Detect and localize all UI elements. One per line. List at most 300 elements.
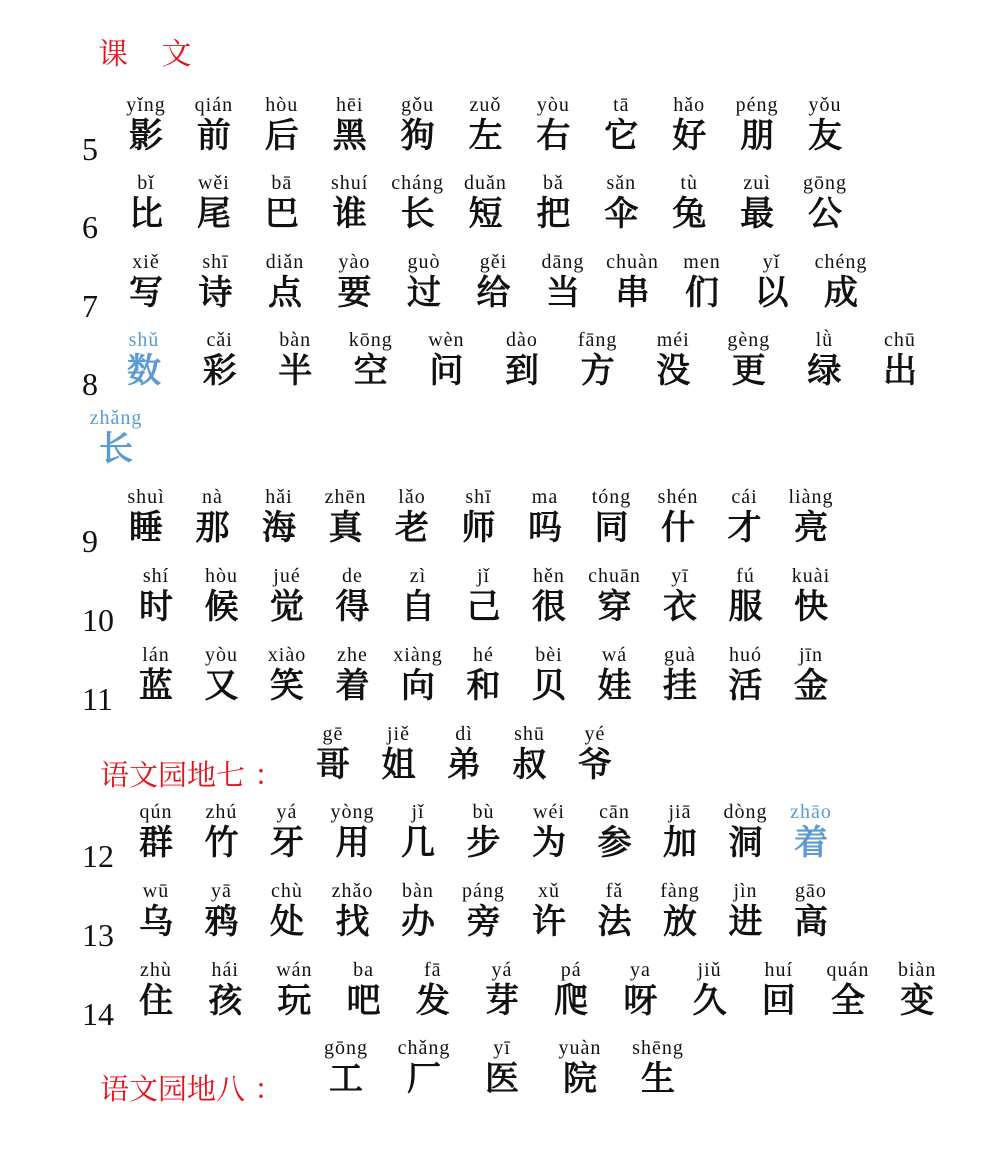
hanzi: 爬 xyxy=(554,981,589,1021)
vocab-row xyxy=(0,802,986,882)
pinyin: sǎn xyxy=(606,172,637,194)
pinyin: hòu xyxy=(205,565,238,587)
pinyin: fàng xyxy=(660,880,700,902)
pinyin: bàn xyxy=(279,329,312,351)
lesson-number: 6 xyxy=(82,209,98,245)
pinyin: qián xyxy=(194,94,234,116)
character-cell xyxy=(318,1038,374,1116)
pinyin: zuǒ xyxy=(469,94,502,116)
pinyin: páng xyxy=(462,880,505,902)
character-cell xyxy=(744,252,800,330)
hanzi: 厂 xyxy=(407,1059,441,1099)
hanzi: 弟 xyxy=(447,745,481,785)
lesson-number: 5 xyxy=(82,131,98,167)
character-cell xyxy=(796,330,852,408)
pinyin: lán xyxy=(142,644,170,666)
pinyin: xiào xyxy=(267,644,307,666)
vocab-row xyxy=(0,724,986,804)
pinyin: shí xyxy=(142,565,170,587)
pinyin: gèng xyxy=(727,329,771,351)
hanzi: 鸦 xyxy=(204,902,239,942)
hanzi: 出 xyxy=(883,351,917,391)
hanzi: 法 xyxy=(597,902,632,942)
character-cell xyxy=(797,173,853,251)
pinyin: chū xyxy=(884,329,916,351)
hanzi: 几 xyxy=(401,823,435,863)
pinyin: zhù xyxy=(140,959,172,981)
character-cell xyxy=(567,724,623,802)
character-cell xyxy=(543,960,599,1038)
pinyin: de xyxy=(342,565,363,587)
pinyin: lǜ xyxy=(815,329,834,351)
character-cell xyxy=(813,252,869,330)
hanzi: 芽 xyxy=(485,981,519,1021)
hanzi: 牙 xyxy=(270,823,304,863)
hanzi: 朋 xyxy=(740,116,775,156)
pinyin: xiàng xyxy=(393,644,443,666)
character-cell xyxy=(721,330,777,408)
hanzi: 彩 xyxy=(202,351,237,391)
pinyin: cǎi xyxy=(206,329,233,351)
pinyin: yuàn xyxy=(558,1037,602,1059)
pinyin: cái xyxy=(731,486,758,508)
character-cell xyxy=(116,330,172,408)
pinyin: gē xyxy=(322,723,344,745)
hanzi: 以 xyxy=(754,273,789,313)
pinyin: yé xyxy=(584,723,606,745)
hanzi: 哥 xyxy=(316,745,350,785)
hanzi: 问 xyxy=(429,351,464,391)
hanzi: 没 xyxy=(656,351,691,391)
character-cell xyxy=(128,960,184,1038)
character-cell xyxy=(645,330,701,408)
hanzi: 全 xyxy=(831,981,865,1021)
hanzi: 长 xyxy=(400,194,435,234)
hanzi: 变 xyxy=(900,981,935,1021)
hanzi: 住 xyxy=(139,981,173,1021)
pinyin: gōng xyxy=(324,1037,368,1059)
hanzi: 长 xyxy=(99,429,133,469)
hanzi: 蓝 xyxy=(139,666,173,706)
hanzi: 孩 xyxy=(208,981,243,1021)
hanzi: 洞 xyxy=(728,823,763,863)
hanzi: 方 xyxy=(580,351,615,391)
hanzi: 海 xyxy=(262,508,296,548)
character-cell xyxy=(327,252,383,330)
pinyin: yī xyxy=(671,565,689,587)
pinyin: yá xyxy=(491,959,513,981)
lesson-number: 9 xyxy=(82,523,98,559)
pinyin: guò xyxy=(407,251,441,273)
pinyin: shēng xyxy=(632,1037,684,1059)
pinyin: ba xyxy=(353,959,375,981)
hanzi: 自 xyxy=(401,587,435,627)
hanzi: 向 xyxy=(401,666,435,706)
hanzi: 发 xyxy=(415,981,450,1021)
hanzi: 亮 xyxy=(794,508,828,548)
pinyin: tóng xyxy=(591,486,632,508)
section-label: 语文园地八 ： xyxy=(100,1072,284,1106)
pinyin: dào xyxy=(506,329,538,351)
hanzi: 更 xyxy=(731,351,766,391)
hanzi: 巴 xyxy=(264,194,299,234)
pinyin: jiě xyxy=(387,723,410,745)
hanzi: 处 xyxy=(270,902,304,942)
pinyin: tā xyxy=(613,94,630,116)
pinyin: yòu xyxy=(536,94,570,116)
character-cell xyxy=(336,960,392,1038)
pinyin: bù xyxy=(472,801,495,823)
hanzi: 公 xyxy=(808,194,842,234)
hanzi: 叔 xyxy=(512,745,547,785)
pinyin: bèi xyxy=(535,644,563,666)
hanzi: 空 xyxy=(353,351,388,391)
hanzi: 用 xyxy=(335,823,370,863)
vocab-row xyxy=(0,95,986,175)
pinyin: bàn xyxy=(402,880,434,902)
hanzi: 玩 xyxy=(277,981,312,1021)
pinyin: yá xyxy=(276,801,298,823)
hanzi: 乌 xyxy=(139,902,173,942)
character-cell xyxy=(405,960,461,1038)
hanzi: 院 xyxy=(563,1059,597,1099)
character-cell xyxy=(783,487,839,565)
hanzi: 最 xyxy=(740,194,775,234)
pinyin: jiǔ xyxy=(697,959,722,981)
hanzi: 时 xyxy=(139,587,173,627)
character-cell xyxy=(418,330,474,408)
character-cell xyxy=(783,802,839,880)
hanzi: 加 xyxy=(663,823,697,863)
pinyin: bā xyxy=(271,172,293,194)
section-heading: 课 文 xyxy=(98,37,204,72)
hanzi: 穿 xyxy=(597,587,632,627)
hanzi: 成 xyxy=(824,273,858,313)
character-cell xyxy=(682,960,738,1038)
hanzi: 着 xyxy=(794,823,828,863)
lesson-number: 14 xyxy=(82,996,114,1032)
pinyin: jīn xyxy=(798,644,824,666)
pinyin: chuàn xyxy=(606,251,659,273)
pinyin: men xyxy=(683,251,721,273)
hanzi: 兔 xyxy=(672,194,707,234)
vocab-row xyxy=(0,408,986,488)
lesson-number: 7 xyxy=(82,288,98,324)
hanzi: 姐 xyxy=(381,745,416,785)
pinyin: xǔ xyxy=(538,880,560,902)
hanzi: 呀 xyxy=(623,981,658,1021)
hanzi: 娃 xyxy=(597,666,632,706)
hanzi: 影 xyxy=(129,116,163,156)
hanzi: 绿 xyxy=(807,351,842,391)
character-cell xyxy=(535,252,591,330)
vocab-row xyxy=(0,330,986,410)
pinyin: gǒu xyxy=(401,94,435,116)
hanzi: 比 xyxy=(129,194,163,234)
hanzi: 和 xyxy=(466,666,501,706)
pinyin: huó xyxy=(729,644,762,666)
pinyin: wèn xyxy=(428,329,465,351)
pinyin: kuài xyxy=(791,565,831,587)
hanzi: 竹 xyxy=(204,823,239,863)
vocab-row xyxy=(0,645,986,725)
pinyin: shī xyxy=(465,486,492,508)
character-cell xyxy=(197,960,253,1038)
hanzi: 笑 xyxy=(270,666,304,706)
hanzi: 写 xyxy=(129,273,163,313)
hanzi: 为 xyxy=(532,823,566,863)
character-cell xyxy=(192,330,248,408)
pinyin: wéi xyxy=(533,801,565,823)
character-cell xyxy=(267,330,323,408)
pinyin: hēi xyxy=(335,94,364,116)
character-cell xyxy=(466,252,522,330)
pinyin: shén xyxy=(657,486,699,508)
pinyin: shū xyxy=(514,723,545,745)
character-cell xyxy=(343,330,399,408)
pinyin: chù xyxy=(271,880,303,902)
pinyin: tù xyxy=(680,172,698,194)
hanzi: 睡 xyxy=(129,508,163,548)
pinyin: chuān xyxy=(588,565,641,587)
hanzi: 服 xyxy=(728,587,763,627)
lesson-number: 8 xyxy=(82,366,98,402)
character-cell xyxy=(494,330,550,408)
vocab-row xyxy=(0,881,986,961)
hanzi: 给 xyxy=(476,273,511,313)
hanzi: 才 xyxy=(727,508,762,548)
hanzi: 串 xyxy=(615,273,650,313)
pinyin: shuí xyxy=(331,172,369,194)
pinyin: zhǎng xyxy=(89,407,143,429)
hanzi: 得 xyxy=(335,587,370,627)
pinyin: ya xyxy=(629,959,651,981)
pinyin: huí xyxy=(764,959,794,981)
pinyin: guà xyxy=(664,644,696,666)
pinyin: qún xyxy=(139,801,173,823)
pinyin: shǔ xyxy=(128,329,160,351)
hanzi: 进 xyxy=(728,902,763,942)
pinyin: wá xyxy=(601,644,628,666)
pinyin: chǎng xyxy=(397,1037,451,1059)
pinyin: hěn xyxy=(533,565,565,587)
pinyin: nà xyxy=(202,486,223,508)
pinyin: wěi xyxy=(197,172,230,194)
hanzi: 数 xyxy=(127,351,161,391)
vocab-row xyxy=(0,566,986,646)
character-cell xyxy=(266,960,322,1038)
hanzi: 高 xyxy=(794,902,828,942)
hanzi: 师 xyxy=(461,508,496,548)
pinyin: dòng xyxy=(723,801,768,823)
character-cell xyxy=(783,881,839,959)
character-cell xyxy=(474,1038,530,1116)
pinyin: dāng xyxy=(541,251,585,273)
pinyin: yā xyxy=(211,880,232,902)
lesson-number: 10 xyxy=(82,602,114,638)
hanzi: 好 xyxy=(672,116,707,156)
pinyin: cān xyxy=(599,801,630,823)
hanzi: 放 xyxy=(663,902,697,942)
lesson-number: 12 xyxy=(82,838,114,874)
pinyin: shī xyxy=(202,251,229,273)
pinyin: zhe xyxy=(337,644,368,666)
hanzi: 找 xyxy=(335,902,370,942)
pinyin: yào xyxy=(338,251,371,273)
hanzi: 过 xyxy=(407,273,441,313)
character-cell xyxy=(889,960,945,1038)
hanzi: 把 xyxy=(536,194,571,234)
hanzi: 很 xyxy=(532,587,566,627)
character-cell xyxy=(88,408,144,486)
pinyin: zhāo xyxy=(790,801,832,823)
hanzi: 左 xyxy=(468,116,503,156)
hanzi: 伞 xyxy=(604,194,639,234)
hanzi: 点 xyxy=(268,273,302,313)
pinyin: zhēn xyxy=(324,486,367,508)
hanzi: 那 xyxy=(195,508,230,548)
hanzi: 半 xyxy=(278,351,313,391)
pinyin: méi xyxy=(656,329,690,351)
character-cell xyxy=(751,960,807,1038)
hanzi: 参 xyxy=(597,823,632,863)
pinyin: jǐ xyxy=(411,801,425,823)
hanzi: 办 xyxy=(401,902,435,942)
hanzi: 老 xyxy=(395,508,429,548)
hanzi: 诗 xyxy=(198,273,233,313)
hanzi: 们 xyxy=(685,273,719,313)
pinyin: fú xyxy=(736,565,755,587)
pinyin: chéng xyxy=(814,251,868,273)
pinyin: yǐng xyxy=(126,94,166,116)
pinyin: jué xyxy=(273,565,301,587)
hanzi: 狗 xyxy=(400,116,435,156)
pinyin: yī xyxy=(493,1037,511,1059)
hanzi: 挂 xyxy=(663,666,697,706)
character-cell xyxy=(570,330,626,408)
hanzi: 旁 xyxy=(466,902,501,942)
hanzi: 真 xyxy=(328,508,363,548)
hanzi: 衣 xyxy=(663,587,697,627)
pinyin: jǐ xyxy=(476,565,491,587)
lesson-number: 13 xyxy=(82,917,114,953)
pinyin: cháng xyxy=(391,172,444,194)
hanzi: 友 xyxy=(808,116,842,156)
vocab-row xyxy=(0,1038,986,1118)
section-label: 语文园地七 ： xyxy=(100,758,284,792)
pinyin: gāo xyxy=(795,880,827,902)
pinyin: hé xyxy=(473,644,494,666)
hanzi: 要 xyxy=(337,273,372,313)
hanzi: 同 xyxy=(594,508,629,548)
pinyin: fǎ xyxy=(605,880,624,902)
pinyin: péng xyxy=(735,94,779,116)
vocab-row xyxy=(0,173,986,253)
hanzi: 生 xyxy=(641,1059,675,1099)
pinyin: hǎo xyxy=(673,94,706,116)
hanzi: 又 xyxy=(204,666,239,706)
pinyin: zuì xyxy=(743,172,771,194)
pinyin: yòu xyxy=(205,644,238,666)
pinyin: quán xyxy=(826,959,870,981)
hanzi: 觉 xyxy=(270,587,304,627)
hanzi: 后 xyxy=(264,116,299,156)
pinyin: yòng xyxy=(330,801,375,823)
pinyin: bǐ xyxy=(137,172,155,194)
character-cell xyxy=(630,1038,686,1116)
character-cell xyxy=(605,252,661,330)
character-cell xyxy=(872,330,928,408)
hanzi: 医 xyxy=(485,1059,519,1099)
hanzi: 着 xyxy=(335,666,370,706)
character-cell xyxy=(797,95,853,173)
vocab-row xyxy=(0,252,986,332)
character-cell xyxy=(474,960,530,1038)
character-cell xyxy=(783,645,839,723)
hanzi: 群 xyxy=(139,823,173,863)
pinyin: wū xyxy=(142,880,170,902)
pinyin: kōng xyxy=(348,329,393,351)
pinyin: xiě xyxy=(132,251,160,273)
lesson-number: 11 xyxy=(82,681,113,717)
character-cell xyxy=(674,252,730,330)
pinyin: zì xyxy=(409,565,427,587)
hanzi: 许 xyxy=(532,902,566,942)
hanzi: 右 xyxy=(536,116,571,156)
pinyin: zhú xyxy=(205,801,238,823)
hanzi: 什 xyxy=(661,508,695,548)
character-cell xyxy=(783,566,839,644)
vocab-row xyxy=(0,960,986,1040)
pinyin: jiā xyxy=(668,801,692,823)
character-cell xyxy=(257,252,313,330)
vocab-row xyxy=(0,487,986,567)
character-cell xyxy=(188,252,244,330)
hanzi: 爷 xyxy=(578,745,612,785)
hanzi: 快 xyxy=(794,587,828,627)
hanzi: 吗 xyxy=(528,508,562,548)
pinyin: fā xyxy=(424,959,442,981)
pinyin: liàng xyxy=(788,486,834,508)
hanzi: 黑 xyxy=(332,116,367,156)
hanzi: 久 xyxy=(692,981,727,1021)
hanzi: 吧 xyxy=(346,981,381,1021)
pinyin: dì xyxy=(455,723,473,745)
character-cell xyxy=(612,960,668,1038)
pinyin: shuì xyxy=(127,486,165,508)
pinyin: duǎn xyxy=(464,172,507,194)
pinyin: yǐ xyxy=(762,251,781,273)
hanzi: 谁 xyxy=(332,194,367,234)
pinyin: yǒu xyxy=(808,94,842,116)
pinyin: ma xyxy=(531,486,559,508)
character-cell xyxy=(820,960,876,1038)
hanzi: 回 xyxy=(761,981,796,1021)
pinyin: lǎo xyxy=(398,486,426,508)
pinyin: gōng xyxy=(803,172,847,194)
hanzi: 金 xyxy=(794,666,828,706)
hanzi: 步 xyxy=(466,823,501,863)
pinyin: hǎi xyxy=(265,486,293,508)
pinyin: hòu xyxy=(265,94,299,116)
pinyin: diǎn xyxy=(265,251,305,273)
pinyin: wán xyxy=(276,959,313,981)
hanzi: 它 xyxy=(604,116,639,156)
hanzi: 尾 xyxy=(196,194,231,234)
hanzi: 活 xyxy=(728,666,763,706)
pinyin: bǎ xyxy=(542,172,564,194)
hanzi: 工 xyxy=(329,1059,363,1099)
